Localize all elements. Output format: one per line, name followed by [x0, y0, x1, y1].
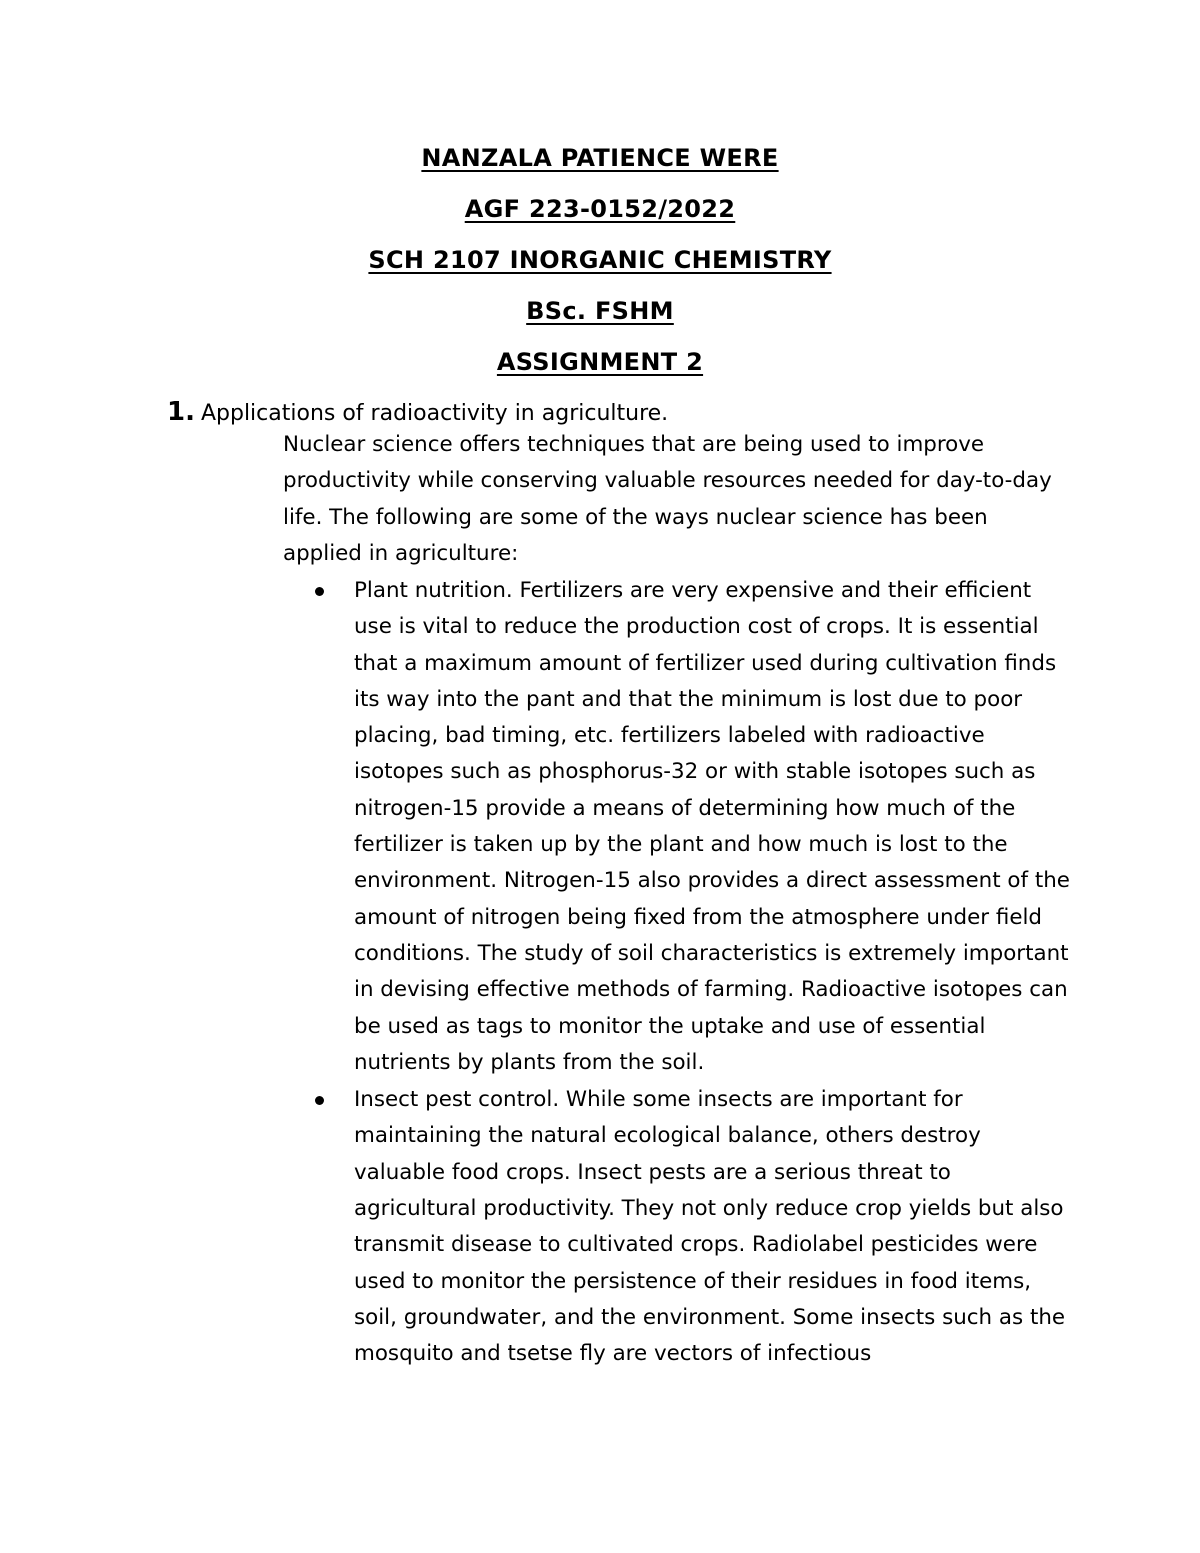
- applications-list: [312, 573, 1072, 1374]
- document-header: [0, 140, 1200, 395]
- question-title: Applications of radioactivity in agriculture.: [200, 401, 669, 426]
- registration-number: AGF 223-0152/2022: [464, 195, 736, 223]
- student-name: NANZALA PATIENCE WERE: [421, 144, 779, 172]
- list-item-text: Insect pest control. While some insects are important for maintaining the natural ecological balance, others destroy valuable food crops. Insect pests are a serious threat to agricultural productivity. They not only reduce crop yields but also transmit disease to cultivated crops. Radiolabel pesticides were used to monitor the persistence of their residues in food items, soil, groundwater, and the environment. Some insects such as the mosquito and tsetse fly are vectors of infectious: [354, 1087, 1066, 1367]
- course-title: SCH 2107 INORGANIC CHEMISTRY: [368, 246, 832, 274]
- list-item-text: Plant nutrition. Fertilizers are very expensive and their efficient use is vital to reduce the production cost of crops. It is essential that a maximum amount of fertilizer used during cultivation finds its way into the pant and that the minimum is lost due to poor placing, bad timing, etc. fertilizers labeled with radioactive isotopes such as phosphorus-32 or with stable isotopes such as nitrogen-15 provide a means of determining how much of the fertilizer is taken up by the plant and how much is lost to the environment. Nitrogen-15 also provides a direct assessment of the amount of nitrogen being fixed from the atmosphere under field conditions. The study of soil characteristics is extremely important in devising effective methods of farming. Radioactive isotopes can be used as tags to monitor the uptake and use of essential nutrients by plants from the soil.: [354, 578, 1070, 1075]
- intro-paragraph: Nuclear science offers techniques that are being used to improve productivity while conserving valuable resources needed for day-to-day life. The following are some of the ways nuclear science has been applied in agriculture:: [283, 432, 1052, 567]
- bullet-icon: [315, 587, 324, 596]
- assignment-title: ASSIGNMENT 2: [496, 348, 704, 376]
- question-number: 1.: [167, 397, 195, 427]
- list-item-plant-nutrition: [312, 573, 1072, 1081]
- programme-name: BSc. FSHM: [526, 297, 674, 325]
- list-item-insect-pest-control: [312, 1082, 1072, 1372]
- bullet-icon: [315, 1096, 324, 1105]
